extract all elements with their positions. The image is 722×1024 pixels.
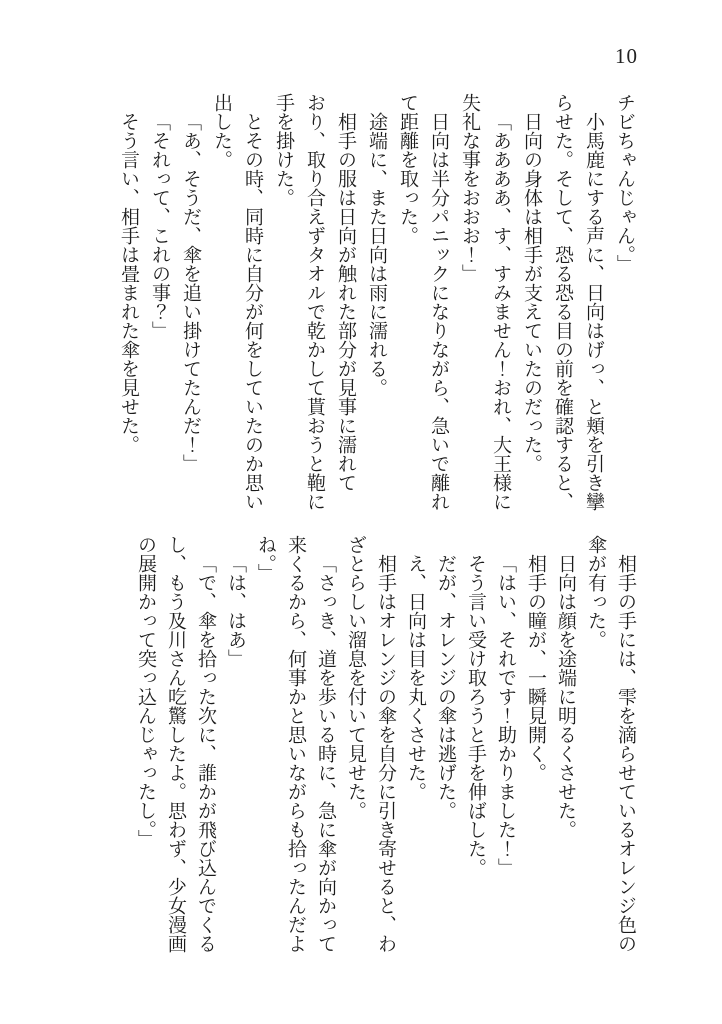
text-line: とその時、同時に自分が何をしていたのか思い — [242, 112, 263, 511]
text-line: 「は、はあ」 — [225, 554, 246, 668]
text-line: 途端に、また日向は雨に濡れる。 — [366, 112, 387, 397]
text-line: 相手はオレンジの傘を自分に引き寄せると、わ — [375, 554, 396, 953]
top-text-block — [113, 93, 640, 513]
text-line: 「あ、そうだ、傘を追い掛けてたんだ！」 — [180, 112, 201, 473]
text-line: ざとらしい溜息を付いて見せた。 — [345, 535, 366, 820]
text-line: 来くるから、何事かと思いながらも拾ったんだよ — [285, 535, 306, 953]
text-line: そう言い受け取ろうと手を伸ばした。 — [465, 554, 486, 877]
text-line: 日向は顔を途端に明るくさせた。 — [555, 554, 576, 839]
text-line: 「で、傘を拾った次に、誰かが飛び込んでくる — [195, 554, 216, 953]
text-line: 日向の身体は相手が支えていたのだった。 — [521, 112, 542, 473]
text-line: 相手の手には、雫を滴らせているオレンジ色の — [615, 554, 636, 953]
text-line: 傘が有った。 — [585, 535, 606, 649]
text-line: え、日向は目を丸くさせた。 — [405, 554, 426, 801]
text-line: 手を掛けた。 — [273, 93, 294, 207]
text-line: の展開かって突っ込んじゃったし。」 — [135, 535, 156, 849]
text-line: 日向は半分パニックになりながら、急いで離れ — [428, 112, 449, 511]
text-line: 「ああああ、す、すみません！おれ、大王様に — [490, 112, 511, 511]
page-number: 10 — [615, 44, 638, 68]
text-line: 小馬鹿にする声に、日向はげっ、と頬を引き攣 — [583, 112, 604, 511]
text-line: チビちゃんじゃん。」 — [614, 93, 635, 274]
text-line: 「はい、それです！助かりました！」 — [495, 554, 516, 877]
text-line: そう言い、相手は畳まれた傘を見せた。 — [118, 112, 139, 454]
text-line: おり、取り合えずタオルで乾かして貰おうと鞄に — [304, 93, 325, 511]
text-line: て距離を取った。 — [397, 93, 418, 245]
text-line: ね。」 — [255, 535, 276, 583]
bottom-text-block — [130, 535, 640, 955]
text-line: し、もう及川さん吃驚したよ。思わず、少女漫画 — [165, 535, 186, 953]
text-line: 「それって、これの事？」 — [149, 112, 170, 340]
text-line: 相手の瞳が、一瞬見開く。 — [525, 554, 546, 782]
text-line: 出した。 — [211, 93, 232, 169]
text-line: 相手の服は日向が触れた部分が見事に濡れて — [335, 112, 356, 492]
text-line: 失礼な事をおおお！」 — [459, 93, 480, 283]
text-line: だが、オレンジの傘は逃げた。 — [435, 554, 456, 820]
text-line: らせた。そして、恐る恐る目の前を確認すると、 — [552, 93, 573, 511]
text-line: 「さっき、道を歩いる時に、急に傘が向かって — [315, 554, 336, 953]
